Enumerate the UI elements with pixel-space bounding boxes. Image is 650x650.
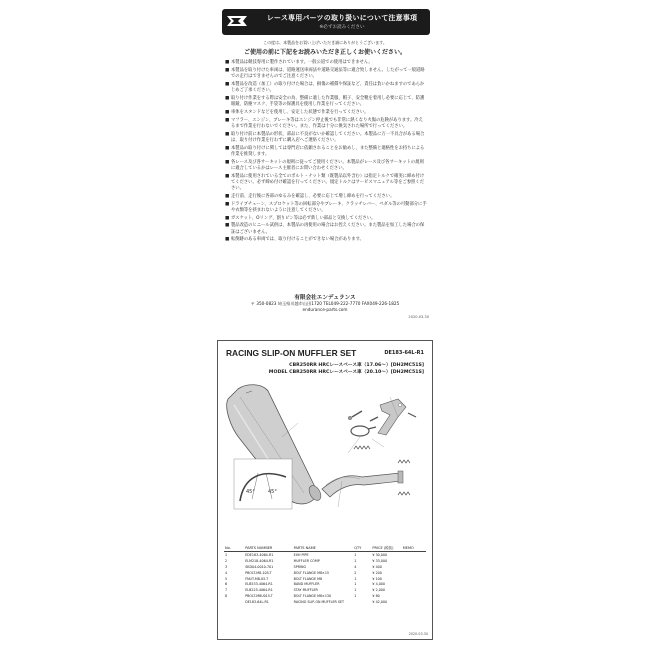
col-price: PRICE (税抜) [371,545,401,552]
model-line-1: CBR250RR HRCレースベース車（17.06～）[DH2MC51S] [289,363,424,368]
cell-no: 3 [225,564,228,569]
notice-item: ■ ガスケット、Oリング、割りピン等は必ず新しい部品と交換してください。 [225,215,376,221]
cell-no: 8 [225,594,228,599]
cell-qty: 2 [354,570,357,575]
col-memo: MEMO [402,545,426,552]
bullet-icon: ■ [225,193,230,199]
notice-item: ■ ドライブチェーン、スプロケット等の回転部分やブレーキ、クラッチレバー、ペダル等の可動部分に手や衣類等を挟まれないように注意してください。 [225,201,427,213]
model-line-2: MODEL CBR250RR HRCレースベース車（20.10～）[DH2MC51S] [268,370,424,375]
notice-item: ■ 各レース及び各サーキットの規則に従ってご使用ください。本製品がレース及び各サーキットの規則に適合しているかはレース主催者にお問い合わせください。 [225,159,424,171]
company-website: endurance-parts.com [302,307,348,312]
cell-part-number: PBOLT-M8U015-T [245,594,273,599]
cell-price: ¥ 400 [372,564,382,569]
notice-item: ■ 取り付け前に本製品の形状、部品に不良がないか確認してください。本製品に万一不具合がある場合は、取り付け作業を行わずに購入店へご連絡ください。 [225,131,425,143]
notice-item: ■ マフラー、エンジン、ブレーキ等はエンジン停止後でも非常に熱くなり火傷の危険があります。冷えるまで作業を行わないでください。また、作業は十分に換気された場所で行ってください。 [225,117,423,129]
cell-part-name: BOLT FLANGE M8×130 [293,594,332,599]
notice-intro-bold: ご使用の前に下記をお読みいただき正しくお使いください。 [243,49,406,56]
bullet-icon: ■ [225,95,230,101]
notice-item: ■ 本製品の取り付けに関しては専門店に依頼されることをお勧めし、また整備と適格性をお持ちによる作業を推奨します。 [225,145,425,157]
notice-intro-small: この度は、本製品をお買い上げいただき誠にありがとうございます。 [263,40,387,45]
cell-part-number: PBOLT-M8-105-T [245,570,272,575]
notice-doc-code: 2020.03.30 [408,315,429,319]
cell-no [224,599,244,605]
cell-part-name: BAND MUFFLER [293,582,320,587]
cell-part-name: BOLT FLANGE M8×15 [293,570,330,575]
cell-part-name: STAY MUFFLER [293,588,318,593]
company-name: 有限会社エンデュランス [294,295,356,301]
product-part-number: DE183-64L-R1 [384,350,424,356]
notice-item: ■ 走行前、走行後に各部のゆるみを確認し、必要に応じて増し締めを行ってください。 [225,193,395,199]
notice-subtitle: ※必ずお読みください [319,25,365,30]
company-address: 〒 350-0823 埼玉県川越市山田1720 TEL049-222-7770 FAX049-226-1825 [250,301,400,306]
bolts [348,411,378,421]
angle-inset [234,459,292,509]
muffler-stay [378,399,416,435]
bullet-icon: ■ [225,117,230,123]
bullet-icon: ■ [225,201,230,207]
cell-price: ¥ 200 [372,570,382,575]
bullet-icon: ■ [225,109,230,115]
exhaust-pipe [322,471,403,497]
cell-qty: 1 [354,594,357,599]
angle-label-right: 45° [268,489,277,495]
bullet-icon: ■ [225,67,230,73]
cell-part-number: FNUT-M8-05-T [245,576,269,581]
caution-notice-sheet [217,6,433,323]
cell-qty: 1 [354,582,357,587]
cell-qty: 1 [354,576,357,581]
bullet-icon: ■ [225,215,230,221]
notice-item: ■ 本製品は競技専用に製作されています。一般公道での使用はできません。 [225,60,373,65]
cell-part-name: MUFFLER COMP [293,558,320,563]
muffler-band [351,426,376,436]
col-part-name: PARTS NAME [293,545,354,552]
cell-qty: 1 [354,552,357,557]
bullet-icon: ■ [225,145,230,151]
cell-price: ¥ 30,000 [372,552,388,557]
endurance-logo-icon [226,14,248,28]
cell-qty: 1 [354,558,357,563]
cell-part-name: SPRING [293,564,307,569]
bullet-icon: ■ [225,223,230,229]
bullet-icon: ■ [225,60,230,65]
cell-no: 7 [225,588,228,593]
bullet-icon: ■ [225,159,230,165]
bullet-icon: ■ [225,237,230,243]
notice-title: レース専用パーツの取り扱いについて注意事項 [266,14,418,22]
cell-part-name: EXH PIPE [293,552,309,557]
cell-price: ¥ 100 [372,576,382,581]
notice-item: ■ 転倒跡のある車両では、取り付けることができない場合があります。 [225,237,364,243]
product-title: RACING SLIP-ON MUFFLER SET [226,348,357,358]
cell-part-number: EDE183-4064-R1 [245,552,274,557]
cell-no: 1 [225,552,228,557]
cell-price: ¥ 42,000 [372,600,388,605]
col-part-number: PARTS NUMBER [244,545,292,552]
exploded-parts-diagram [222,377,428,537]
notice-item: ■ 取り付け作業をする際は安全の為、整備に適した作業服、帽子、安全靴を着用し必要に応じて、防護眼鏡、防塵マスク、手袋等の保護具を使用し作業を行ってください。 [225,95,425,107]
cell-no: 4 [225,570,228,575]
table-row-set-total [224,599,426,605]
cell-no: 5 [225,576,228,581]
angle-label-left: 45° [246,489,255,495]
cell-part-number: DE183-64L-R1 [245,600,269,605]
bullet-icon: ■ [225,131,230,137]
notice-item: ■ 本製品を取り付けた車両は、道路運送車両法や道路交通法等に適合致しません。したがって一般道路での走行はできませんのでご注意ください。 [225,67,425,79]
cell-part-number: ELM218-4064-R1 [245,558,274,563]
notice-item: ■ 本製品を改造（加工）の取り付けた場合は、損傷の補償や保証など、責任は負いかねますのであらかじめご了承ください。 [225,81,425,93]
notice-item: ■ 製品改造のヒニール試供は、本製品の再使用の場合はお控えください。また製品を加工した場合の保証はございません。 [225,223,425,235]
springs [354,446,410,495]
cell-price: ¥ 4,000 [372,582,386,587]
notice-list [225,60,427,245]
cell-price: ¥ 2,000 [372,588,386,593]
cell-part-number: ELB225-4064-R1 [245,588,273,593]
cell-no: 6 [225,582,228,587]
notice-item: ■ 本製品に使用されている全てのボルト・ナット類（既製品以外含む）は指定トルクで確実に締め付けてください。必ず締め付け確認を行ってください。規定トルクはサービスマニュアル等をご参照ください。 [225,173,425,191]
cell-part-number: ELB533-4064-R1 [245,582,273,587]
cell-memo [402,599,426,605]
notice-item: ■ 車体をスタンドなどを使用し、安定した状態で作業を行ってください。 [225,109,369,115]
bullet-icon: ■ [225,173,230,179]
instruction-sheet [217,340,433,640]
cell-price: ¥ 80 [372,594,380,599]
parts-table [224,545,426,605]
col-no: No. [224,545,244,552]
notice-header [222,9,430,35]
instruction-doc-code: 2020.03.30 [408,632,428,636]
cell-part-name: RACING SLIP-ON MUFFLER SET [293,600,345,605]
col-qty: QTY [353,545,371,552]
cell-part-name: BOLT FLANGE M8 [293,576,323,581]
cell-qty [353,599,371,605]
bullet-icon: ■ [225,81,230,87]
cell-qty: 1 [354,588,357,593]
cell-price: ¥ 33,000 [372,558,388,563]
cell-qty: 4 [354,564,357,569]
cell-part-number: SKD04-0010-701 [245,564,274,569]
cell-no: 2 [225,558,228,563]
